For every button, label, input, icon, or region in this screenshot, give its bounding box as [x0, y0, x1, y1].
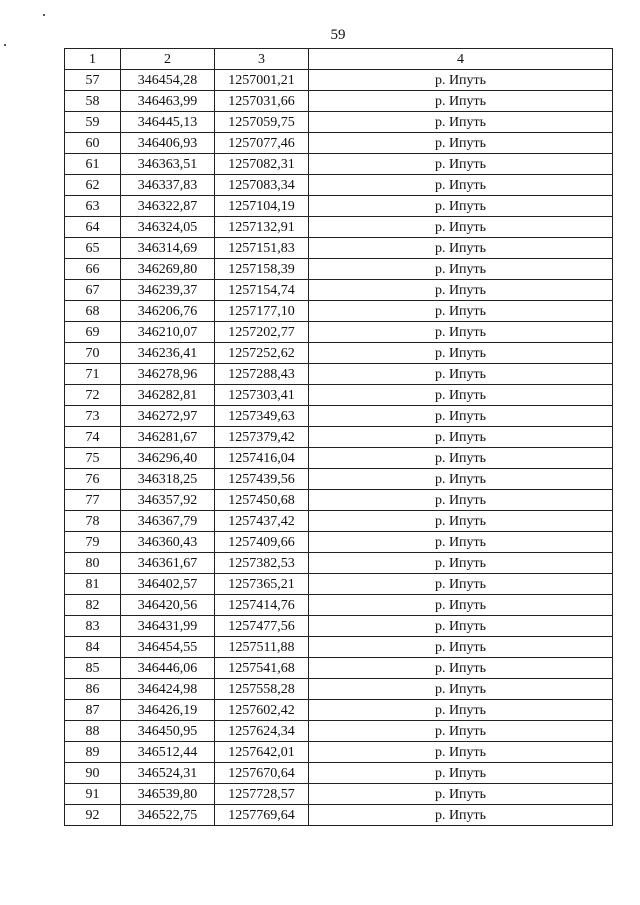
- cell-x-coordinate: 346424,98: [121, 679, 215, 700]
- cell-x-coordinate: 346454,28: [121, 70, 215, 91]
- cell-description: р. Ипуть: [309, 511, 613, 532]
- cell-x-coordinate: 346282,81: [121, 385, 215, 406]
- cell-description: р. Ипуть: [309, 532, 613, 553]
- cell-point-number: 73: [65, 406, 121, 427]
- cell-x-coordinate: 346322,87: [121, 196, 215, 217]
- cell-description: р. Ипуть: [309, 742, 613, 763]
- cell-point-number: 58: [65, 91, 121, 112]
- table-row: [65, 469, 613, 490]
- cell-y-coordinate: 1257769,64: [215, 805, 309, 826]
- cell-y-coordinate: 1257151,83: [215, 238, 309, 259]
- cell-y-coordinate: 1257365,21: [215, 574, 309, 595]
- cell-description: р. Ипуть: [309, 91, 613, 112]
- cell-x-coordinate: 346512,44: [121, 742, 215, 763]
- cell-point-number: 86: [65, 679, 121, 700]
- cell-description: р. Ипуть: [309, 553, 613, 574]
- cell-y-coordinate: 1257437,42: [215, 511, 309, 532]
- cell-point-number: 75: [65, 448, 121, 469]
- cell-description: р. Ипуть: [309, 70, 613, 91]
- cell-description: р. Ипуть: [309, 658, 613, 679]
- cell-description: р. Ипуть: [309, 574, 613, 595]
- cell-description: р. Ипуть: [309, 637, 613, 658]
- cell-y-coordinate: 1257082,31: [215, 154, 309, 175]
- cell-x-coordinate: 346522,75: [121, 805, 215, 826]
- table-row: [65, 511, 613, 532]
- cell-point-number: 84: [65, 637, 121, 658]
- cell-y-coordinate: 1257439,56: [215, 469, 309, 490]
- cell-point-number: 70: [65, 343, 121, 364]
- cell-description: р. Ипуть: [309, 490, 613, 511]
- cell-point-number: 62: [65, 175, 121, 196]
- table-row: [65, 196, 613, 217]
- table-row: [65, 259, 613, 280]
- cell-x-coordinate: 346360,43: [121, 532, 215, 553]
- table-body: [65, 70, 613, 826]
- cell-point-number: 91: [65, 784, 121, 805]
- cell-y-coordinate: 1257177,10: [215, 301, 309, 322]
- table-row: [65, 763, 613, 784]
- cell-y-coordinate: 1257450,68: [215, 490, 309, 511]
- cell-point-number: 76: [65, 469, 121, 490]
- scan-speck: [4, 44, 6, 46]
- cell-y-coordinate: 1257158,39: [215, 259, 309, 280]
- cell-x-coordinate: 346269,80: [121, 259, 215, 280]
- cell-point-number: 80: [65, 553, 121, 574]
- cell-point-number: 68: [65, 301, 121, 322]
- cell-x-coordinate: 346314,69: [121, 238, 215, 259]
- table-header-row: [65, 49, 613, 70]
- cell-point-number: 85: [65, 658, 121, 679]
- cell-point-number: 60: [65, 133, 121, 154]
- cell-description: р. Ипуть: [309, 364, 613, 385]
- scan-speck: [43, 14, 45, 16]
- cell-x-coordinate: 346324,05: [121, 217, 215, 238]
- table-row: [65, 133, 613, 154]
- cell-point-number: 65: [65, 238, 121, 259]
- cell-x-coordinate: 346206,76: [121, 301, 215, 322]
- cell-y-coordinate: 1257558,28: [215, 679, 309, 700]
- cell-x-coordinate: 346445,13: [121, 112, 215, 133]
- cell-point-number: 66: [65, 259, 121, 280]
- cell-description: р. Ипуть: [309, 217, 613, 238]
- cell-y-coordinate: 1257059,75: [215, 112, 309, 133]
- cell-point-number: 59: [65, 112, 121, 133]
- cell-x-coordinate: 346406,93: [121, 133, 215, 154]
- table-row: [65, 280, 613, 301]
- cell-point-number: 67: [65, 280, 121, 301]
- cell-x-coordinate: 346296,40: [121, 448, 215, 469]
- cell-description: р. Ипуть: [309, 322, 613, 343]
- cell-point-number: 78: [65, 511, 121, 532]
- cell-point-number: 82: [65, 595, 121, 616]
- cell-point-number: 89: [65, 742, 121, 763]
- cell-y-coordinate: 1257154,74: [215, 280, 309, 301]
- cell-description: р. Ипуть: [309, 112, 613, 133]
- cell-x-coordinate: 346210,07: [121, 322, 215, 343]
- cell-y-coordinate: 1257670,64: [215, 763, 309, 784]
- cell-point-number: 69: [65, 322, 121, 343]
- cell-description: р. Ипуть: [309, 238, 613, 259]
- table-row: [65, 343, 613, 364]
- table-row: [65, 553, 613, 574]
- cell-y-coordinate: 1257382,53: [215, 553, 309, 574]
- table-row: [65, 637, 613, 658]
- table-row: [65, 595, 613, 616]
- table-row: [65, 322, 613, 343]
- cell-description: р. Ипуть: [309, 700, 613, 721]
- cell-description: р. Ипуть: [309, 343, 613, 364]
- cell-y-coordinate: 1257379,42: [215, 427, 309, 448]
- table-row: [65, 238, 613, 259]
- cell-description: р. Ипуть: [309, 679, 613, 700]
- column-header-description: 4: [309, 49, 613, 70]
- table-row: [65, 406, 613, 427]
- cell-y-coordinate: 1257416,04: [215, 448, 309, 469]
- cell-x-coordinate: 346426,19: [121, 700, 215, 721]
- cell-y-coordinate: 1257031,66: [215, 91, 309, 112]
- cell-y-coordinate: 1257409,66: [215, 532, 309, 553]
- cell-y-coordinate: 1257083,34: [215, 175, 309, 196]
- cell-point-number: 61: [65, 154, 121, 175]
- cell-y-coordinate: 1257202,77: [215, 322, 309, 343]
- cell-point-number: 92: [65, 805, 121, 826]
- cell-description: р. Ипуть: [309, 154, 613, 175]
- cell-description: р. Ипуть: [309, 469, 613, 490]
- cell-point-number: 57: [65, 70, 121, 91]
- cell-y-coordinate: 1257477,56: [215, 616, 309, 637]
- cell-x-coordinate: 346318,25: [121, 469, 215, 490]
- cell-y-coordinate: 1257642,01: [215, 742, 309, 763]
- table-row: [65, 490, 613, 511]
- cell-x-coordinate: 346420,56: [121, 595, 215, 616]
- cell-point-number: 81: [65, 574, 121, 595]
- cell-description: р. Ипуть: [309, 448, 613, 469]
- cell-x-coordinate: 346272,97: [121, 406, 215, 427]
- cell-x-coordinate: 346363,51: [121, 154, 215, 175]
- cell-x-coordinate: 346539,80: [121, 784, 215, 805]
- column-header-point-number: 1: [65, 49, 121, 70]
- cell-point-number: 72: [65, 385, 121, 406]
- cell-y-coordinate: 1257303,41: [215, 385, 309, 406]
- cell-y-coordinate: 1257288,43: [215, 364, 309, 385]
- cell-y-coordinate: 1257252,62: [215, 343, 309, 364]
- cell-point-number: 87: [65, 700, 121, 721]
- table-row: [65, 784, 613, 805]
- cell-y-coordinate: 1257624,34: [215, 721, 309, 742]
- cell-description: р. Ипуть: [309, 427, 613, 448]
- cell-point-number: 71: [65, 364, 121, 385]
- cell-description: р. Ипуть: [309, 406, 613, 427]
- cell-x-coordinate: 346239,37: [121, 280, 215, 301]
- table-row: [65, 112, 613, 133]
- table-row: [65, 574, 613, 595]
- cell-y-coordinate: 1257077,46: [215, 133, 309, 154]
- cell-x-coordinate: 346450,95: [121, 721, 215, 742]
- cell-x-coordinate: 346361,67: [121, 553, 215, 574]
- table-row: [65, 805, 613, 826]
- table-row: [65, 175, 613, 196]
- cell-description: р. Ипуть: [309, 595, 613, 616]
- table-row: [65, 91, 613, 112]
- cell-point-number: 74: [65, 427, 121, 448]
- cell-description: р. Ипуть: [309, 721, 613, 742]
- table-row: [65, 385, 613, 406]
- cell-description: р. Ипуть: [309, 301, 613, 322]
- cell-y-coordinate: 1257104,19: [215, 196, 309, 217]
- table-row: [65, 448, 613, 469]
- cell-description: р. Ипуть: [309, 196, 613, 217]
- table-row: [65, 427, 613, 448]
- cell-description: р. Ипуть: [309, 763, 613, 784]
- cell-description: р. Ипуть: [309, 784, 613, 805]
- table-row: [65, 364, 613, 385]
- cell-y-coordinate: 1257001,21: [215, 70, 309, 91]
- column-header-y: 3: [215, 49, 309, 70]
- column-header-x: 2: [121, 49, 215, 70]
- cell-x-coordinate: 346367,79: [121, 511, 215, 532]
- cell-point-number: 77: [65, 490, 121, 511]
- table-row: [65, 616, 613, 637]
- coordinates-table: [64, 48, 613, 826]
- cell-x-coordinate: 346446,06: [121, 658, 215, 679]
- cell-x-coordinate: 346281,67: [121, 427, 215, 448]
- cell-point-number: 83: [65, 616, 121, 637]
- table-row: [65, 679, 613, 700]
- cell-description: р. Ипуть: [309, 175, 613, 196]
- table-row: [65, 721, 613, 742]
- table-row: [65, 154, 613, 175]
- table-row: [65, 301, 613, 322]
- table-row: [65, 70, 613, 91]
- cell-description: р. Ипуть: [309, 385, 613, 406]
- cell-description: р. Ипуть: [309, 616, 613, 637]
- table-row: [65, 700, 613, 721]
- cell-y-coordinate: 1257132,91: [215, 217, 309, 238]
- cell-y-coordinate: 1257728,57: [215, 784, 309, 805]
- cell-point-number: 79: [65, 532, 121, 553]
- cell-x-coordinate: 346236,41: [121, 343, 215, 364]
- page-number: 59: [330, 27, 346, 43]
- cell-point-number: 64: [65, 217, 121, 238]
- cell-x-coordinate: 346524,31: [121, 763, 215, 784]
- cell-description: р. Ипуть: [309, 805, 613, 826]
- cell-y-coordinate: 1257414,76: [215, 595, 309, 616]
- cell-x-coordinate: 346431,99: [121, 616, 215, 637]
- cell-x-coordinate: 346454,55: [121, 637, 215, 658]
- cell-point-number: 63: [65, 196, 121, 217]
- cell-description: р. Ипуть: [309, 133, 613, 154]
- cell-y-coordinate: 1257602,42: [215, 700, 309, 721]
- cell-x-coordinate: 346278,96: [121, 364, 215, 385]
- cell-x-coordinate: 346463,99: [121, 91, 215, 112]
- cell-y-coordinate: 1257541,68: [215, 658, 309, 679]
- table-row: [65, 742, 613, 763]
- cell-point-number: 90: [65, 763, 121, 784]
- cell-y-coordinate: 1257349,63: [215, 406, 309, 427]
- table-row: [65, 658, 613, 679]
- cell-x-coordinate: 346402,57: [121, 574, 215, 595]
- cell-x-coordinate: 346337,83: [121, 175, 215, 196]
- table-row: [65, 217, 613, 238]
- cell-x-coordinate: 346357,92: [121, 490, 215, 511]
- cell-y-coordinate: 1257511,88: [215, 637, 309, 658]
- cell-point-number: 88: [65, 721, 121, 742]
- cell-description: р. Ипуть: [309, 280, 613, 301]
- table-row: [65, 532, 613, 553]
- cell-description: р. Ипуть: [309, 259, 613, 280]
